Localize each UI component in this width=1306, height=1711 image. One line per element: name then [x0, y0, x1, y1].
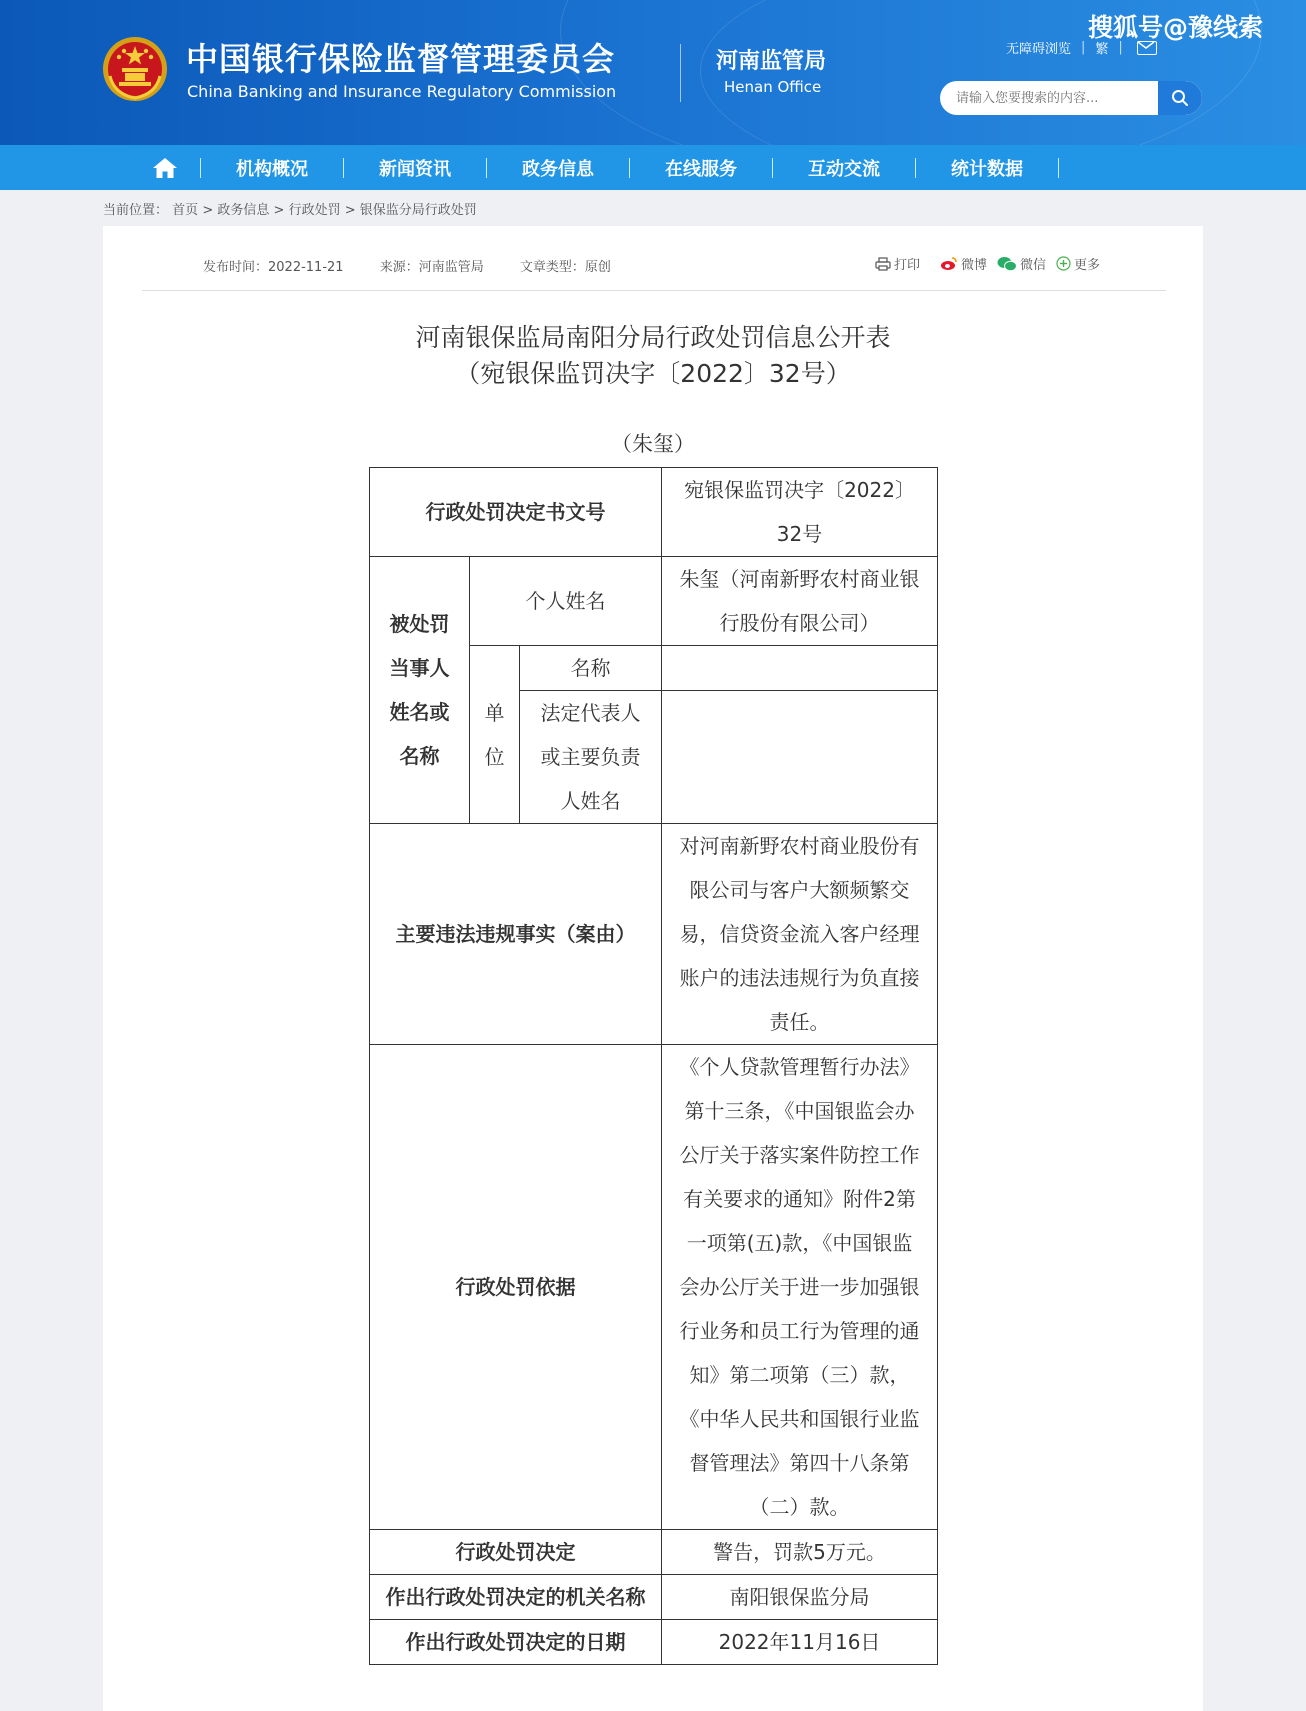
basis-label: 行政处罚依据: [370, 1045, 662, 1530]
search-button[interactable]: [1158, 81, 1202, 115]
basis-line: 第十三条，《中国银监会办: [684, 1099, 915, 1123]
basis-line: 《中华人民共和国银行业监: [679, 1407, 920, 1431]
nav-item-statistics[interactable]: 统计数据: [951, 158, 1023, 180]
divider-line: [142, 290, 1166, 291]
printer-icon: [875, 257, 891, 271]
mail-icon[interactable]: [1137, 41, 1157, 55]
facts-line: 责任。: [769, 1010, 830, 1034]
nav-item-news[interactable]: 新闻资讯: [379, 158, 451, 180]
wechat-label: 微信: [1020, 258, 1047, 273]
person-name-line: 行股份有限公司）: [719, 611, 880, 635]
basis-line: 公厅关于落实案件防控工作: [679, 1143, 920, 1167]
person-name-value: [662, 557, 938, 646]
table-row: [370, 1530, 938, 1575]
basis-line: 一项第(五)款，《中国银监: [686, 1231, 913, 1255]
unit-rep-value: [662, 691, 938, 824]
doc-no-line: 宛银保监罚决字〔2022〕: [684, 478, 915, 502]
link-separator: |: [1118, 40, 1123, 55]
nav-divider: [1058, 158, 1059, 178]
nav-item-interaction[interactable]: 互动交流: [808, 158, 880, 180]
table-row: [370, 557, 938, 646]
office-name-en: Henan Office: [724, 78, 822, 96]
breadcrumb-prefix: 当前位置：: [103, 203, 169, 218]
unit-label-line: 位: [484, 744, 505, 769]
basis-line: 会办公厅关于进一步加强银: [679, 1275, 920, 1299]
facts-value: [662, 824, 938, 1045]
table-row: [370, 1620, 938, 1665]
breadcrumb-gov-info[interactable]: 政务信息: [217, 203, 270, 218]
unit-name-value: [662, 646, 938, 691]
accessible-browse-link[interactable]: 无障碍浏览: [1006, 42, 1072, 57]
article-source: 来源：河南监管局: [379, 260, 484, 275]
site-title-cn[interactable]: 中国银行保险监督管理委员会: [186, 40, 616, 78]
breadcrumb-sep: >: [273, 203, 285, 218]
weibo-share-button[interactable]: [940, 254, 987, 273]
wechat-share-button[interactable]: [997, 254, 1046, 273]
traditional-chinese-link[interactable]: 繁: [1095, 42, 1109, 57]
article-type: 文章类型：原创: [519, 260, 611, 275]
date-value: 2022年11月16日: [662, 1620, 938, 1665]
unit-rep-label: [520, 691, 662, 824]
party-label-line: 名称: [399, 744, 440, 768]
top-links: [1006, 38, 1157, 57]
article-panel: [103, 226, 1203, 1711]
doc-no-label: 行政处罚决定书文号: [370, 468, 662, 557]
unit-label-line: 单: [484, 700, 505, 725]
weibo-icon: [940, 256, 958, 271]
party-label-line: 姓名或: [389, 700, 450, 724]
breadcrumb-sep: >: [202, 203, 214, 218]
doc-no-value: [662, 468, 938, 557]
basis-line: 有关要求的通知》附件2第: [683, 1187, 916, 1211]
date-label: 作出行政处罚决定的日期: [370, 1620, 662, 1665]
plus-circle-icon: [1056, 256, 1071, 271]
party-label-line: 被处罚: [389, 612, 450, 636]
facts-line: 限公司与客户大额频繁交: [689, 878, 910, 902]
link-separator: |: [1081, 40, 1086, 55]
search-icon: [1171, 89, 1189, 107]
watermark-text: 搜狐号@豫线索: [1088, 13, 1264, 42]
person-name-label: 个人姓名: [470, 557, 662, 646]
search-box: [940, 81, 1202, 115]
facts-line: 账户的违法违规行为负直接: [679, 966, 920, 990]
share-bar: [875, 254, 1110, 273]
basis-line: （二）款。: [749, 1495, 850, 1519]
article-meta: [203, 256, 643, 275]
breadcrumb: [103, 199, 477, 218]
office-name-cn: 河南监管局: [716, 49, 827, 74]
article-subtitle: （朱玺）: [611, 432, 695, 456]
site-title-en: China Banking and Insurance Regulatory Commission: [187, 82, 617, 101]
unit-rep-line: 或主要负责: [540, 745, 641, 769]
breadcrumb-sep: >: [344, 203, 356, 218]
decision-value: 警告，罚款5万元。: [662, 1530, 938, 1575]
table-row: [370, 468, 938, 557]
article-title-docno: （宛银保监罚决字〔2022〕32号）: [455, 359, 851, 388]
decision-label: 行政处罚决定: [370, 1530, 662, 1575]
person-name-line: 朱玺（河南新野农村商业银: [679, 567, 920, 591]
national-emblem-icon: [102, 36, 168, 102]
doc-no-line: 32号: [776, 522, 823, 546]
unit-rep-line: 法定代表人: [540, 701, 641, 725]
weibo-label: 微博: [961, 258, 988, 273]
facts-line: 易，信贷资金流入客户经理: [679, 922, 920, 946]
unit-label: [470, 646, 520, 824]
more-label: 更多: [1074, 258, 1101, 273]
nav-item-online-service[interactable]: 在线服务: [665, 158, 737, 180]
header-divider: [680, 44, 681, 102]
table-row: [370, 824, 938, 1045]
nav-item-gov-info[interactable]: 政务信息: [522, 158, 594, 180]
search-input[interactable]: [940, 81, 1158, 115]
party-label: [370, 557, 470, 824]
publish-time: 发布时间：2022-11-21: [203, 260, 344, 275]
print-label: 打印: [894, 258, 921, 273]
table-row: [370, 1045, 938, 1530]
main-nav: [0, 145, 1306, 190]
basis-line: 《个人贷款管理暂行办法》: [679, 1055, 920, 1079]
more-share-button[interactable]: [1056, 254, 1100, 273]
unit-name-label: 名称: [520, 646, 662, 691]
breadcrumb-penalty[interactable]: 行政处罚: [288, 203, 341, 218]
nav-item-org[interactable]: 机构概况: [236, 158, 308, 180]
basis-line: 督管理法》第四十八条第: [689, 1451, 910, 1475]
wechat-icon: [997, 256, 1017, 272]
article-title: 河南银保监局南阳分局行政处罚信息公开表: [415, 323, 891, 352]
breadcrumb-home[interactable]: 首页: [172, 203, 199, 218]
authority-label: 作出行政处罚决定的机关名称: [370, 1575, 662, 1620]
facts-line: 对河南新野农村商业股份有: [679, 834, 920, 858]
site-header: [0, 0, 1306, 145]
basis-line: 行业务和员工行为管理的通: [679, 1319, 920, 1343]
party-label-line: 当事人: [389, 656, 450, 680]
penalty-table: [369, 467, 938, 1665]
table-row: [370, 1575, 938, 1620]
nav-home[interactable]: [130, 145, 200, 190]
facts-label: 主要违法违规事实（案由）: [370, 824, 662, 1045]
unit-rep-line: 人姓名: [560, 789, 621, 813]
basis-line: 知》第二项第（三）款，: [689, 1363, 910, 1387]
basis-value: [662, 1045, 938, 1530]
print-button[interactable]: [875, 254, 920, 273]
home-icon: [152, 157, 178, 179]
authority-value: 南阳银保监分局: [662, 1575, 938, 1620]
breadcrumb-branch-penalty[interactable]: 银保监分局行政处罚: [359, 203, 477, 218]
